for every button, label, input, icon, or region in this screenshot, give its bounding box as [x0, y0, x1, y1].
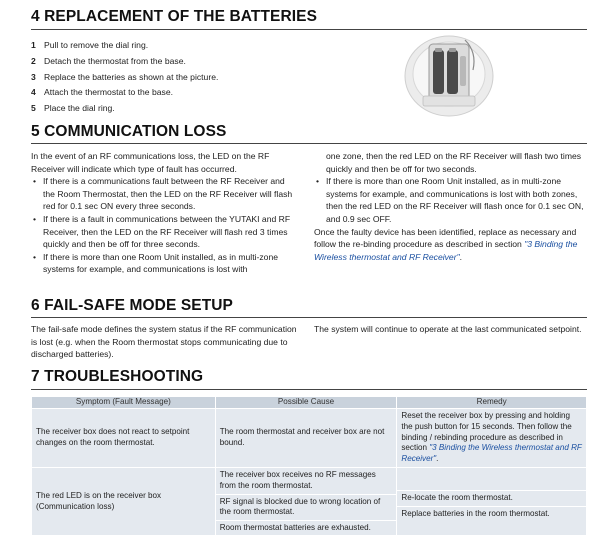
remedy-item — [397, 468, 586, 491]
table-row — [32, 467, 587, 535]
communication-closing: Once the faulty device has been identified, replace as necessary and follow the re-binding procedure as described in section "3 Binding the Wireless thermostat and RF Receiver". — [314, 226, 578, 262]
remedy-cell — [397, 467, 587, 535]
cause-cell: The room thermostat and receiver box are not bound. — [215, 409, 397, 468]
list-item: 5 Place the dial ring. — [31, 103, 115, 114]
remedy-item: Replace batteries in the room thermostat. — [401, 508, 550, 518]
troubleshooting-table — [31, 396, 587, 535]
cause-item: Room thermostat batteries are exhausted. — [219, 523, 371, 533]
battery-steps-list — [31, 38, 218, 117]
cause-item: RF signal is blocked due to wrong location of the room thermostat. — [216, 495, 397, 522]
remedy-item: Re-locate the room thermostat. — [397, 491, 586, 507]
list-item: 1 Pull to remove the dial ring. — [31, 40, 149, 50]
section-divider — [31, 29, 587, 30]
cause-item: The receiver box receives no RF messages from the room thermostat. — [216, 468, 397, 495]
section-title-failsafe: 6 FAIL-SAFE MODE SETUP — [31, 297, 233, 314]
list-item: 4 Attach the thermostat to the base. — [31, 87, 173, 98]
communication-bullet: • If there is a communications fault between the RF Receiver and the Room Thermostat, then the LED on the RF Receiver will flash red for 0.1 sec ON every three seconds. — [31, 175, 299, 213]
column-header-remedy: Remedy — [397, 397, 587, 409]
section-divider — [31, 143, 587, 144]
column-header-cause: Possible Cause — [215, 397, 397, 409]
table-row — [32, 409, 587, 468]
symptom-cell: The red LED is on the receiver box (Communication loss) — [32, 467, 216, 535]
cause-cell — [215, 467, 397, 535]
section-title-batteries: 4 REPLACEMENT OF THE BATTERIES — [31, 8, 318, 25]
section-title-troubleshooting: 7 TROUBLESHOOTING — [31, 368, 204, 385]
communication-right-column — [314, 150, 586, 263]
section-title-communication: 5 COMMUNICATION LOSS — [31, 123, 227, 140]
communication-intro: In the event of an RF communications loss, the LED on the RF Receiver will indicate which type of fault has occurred. — [31, 151, 270, 174]
table-header-row — [32, 397, 587, 409]
section-divider — [31, 389, 587, 390]
communication-left-column — [31, 150, 299, 276]
column-header-symptom: Symptom (Fault Message) — [32, 397, 216, 409]
section-divider — [31, 317, 587, 318]
communication-bullet: • If there is more than one Room Unit installed, as in multi-zone systems for example, and communications is lost with — [31, 251, 299, 276]
list-item: 3 Replace the batteries as shown at the picture. — [31, 71, 219, 82]
symptom-cell: The receiver box does not react to setpoint changes on the room thermostat. — [32, 409, 216, 468]
binding-section-link[interactable]: "3 Binding the Wireless thermostat and RF Receiver" — [401, 443, 582, 464]
failsafe-description: The fail-safe mode defines the system status if the RF communication is lost (e.g. when the Room thermostat stops communicating due to discharged batteries). — [31, 324, 297, 360]
list-item: 2 Detach the thermostat from the base. — [31, 55, 186, 66]
failsafe-continuation: The system will continue to operate at the last communicated setpoint. — [314, 324, 582, 334]
thermostat-battery-illustration — [403, 30, 495, 118]
communication-bullet-continued: one zone, then the red LED on the RF Receiver will flash two times quickly and then be off for two seconds. — [326, 151, 582, 174]
communication-bullet: • If there is more than one Room Unit installed, as in multi-zone systems for example, and communications is lost with both zones, then the red LED on the RF Receiver will flash once for 0.1 sec ON, and 0.9 sec OFF. — [314, 175, 586, 225]
communication-bullet: • If there is a fault in communications between the YUTAKI and RF Receiver, then the LED on the RF Receiver will flash red 3 times quickly and then be off for three seconds. — [31, 213, 299, 251]
binding-section-link[interactable]: "3 Binding the Wireless thermostat and RF Receiver" — [314, 239, 578, 262]
remedy-cell: Reset the receiver box by pressing and holding the push button for 15 seconds. Then follow the binding / rebinding procedure as described in section "3 Binding the Wireless thermostat and RF Receiver". — [397, 409, 587, 468]
